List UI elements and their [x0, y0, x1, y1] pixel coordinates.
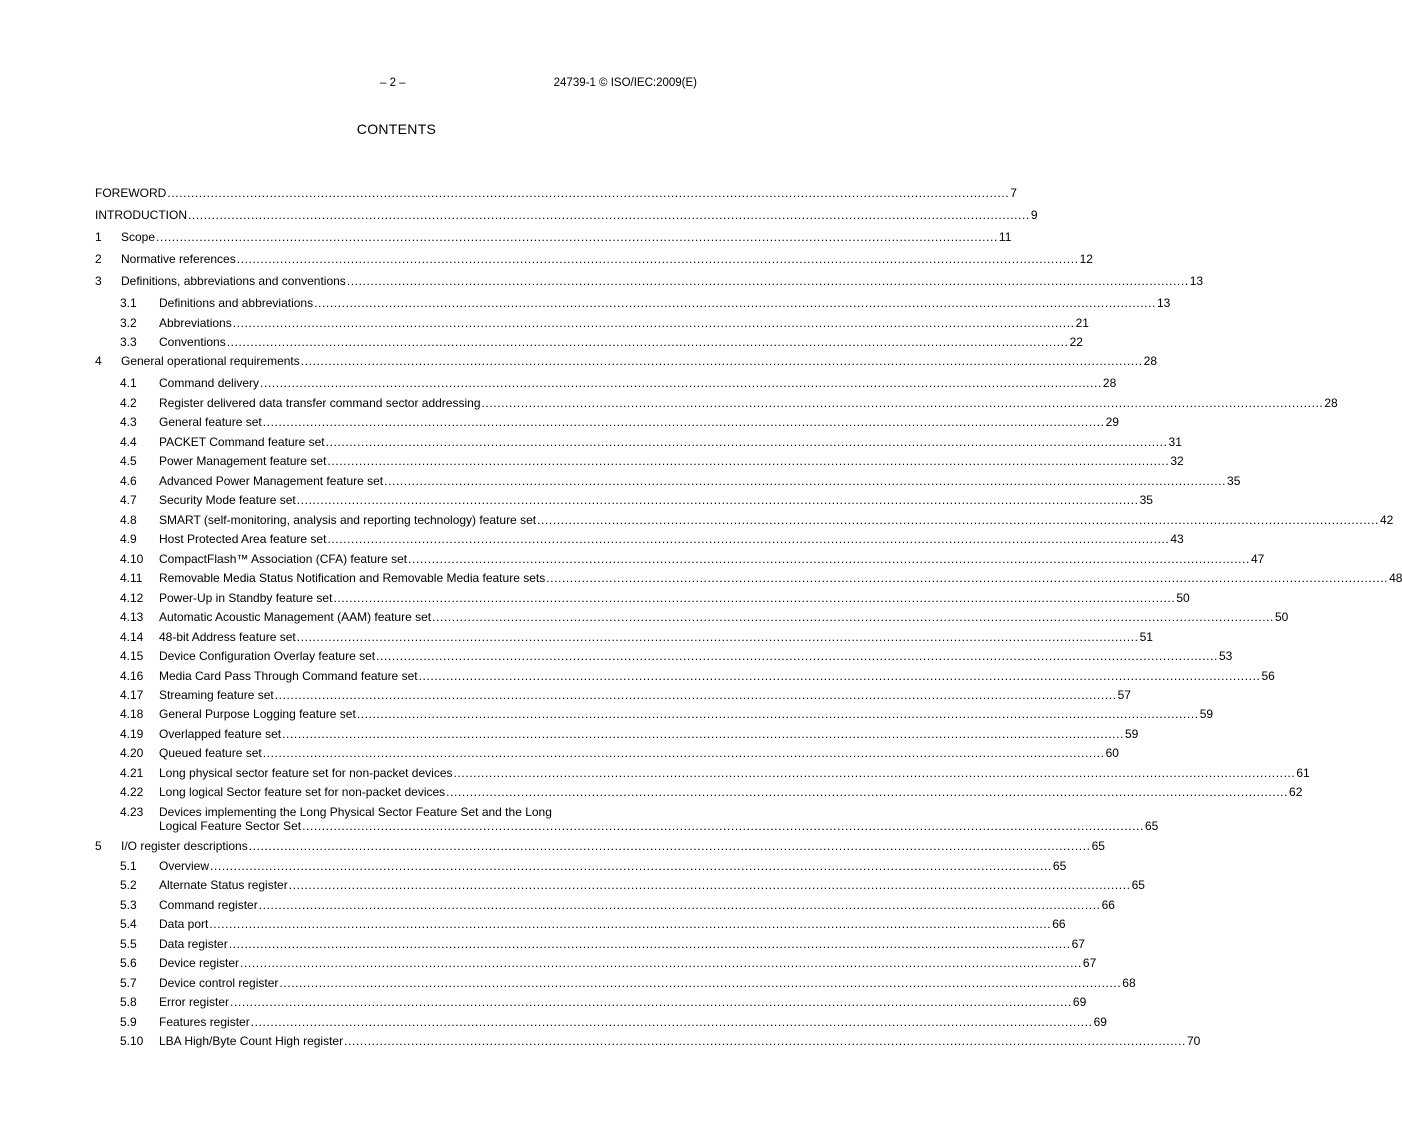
toc-entry-number: 4.16 — [120, 669, 144, 683]
dot-leader — [230, 995, 1072, 1009]
toc-entry-page: 66 — [1052, 917, 1066, 931]
toc-entry-number: 5.8 — [120, 995, 137, 1009]
dot-leader — [279, 976, 1121, 990]
toc-entry[interactable] — [95, 186, 1017, 200]
toc-entry-title: Removable Media Status Notification and Removable Media feature sets — [159, 571, 546, 585]
toc-entry-number: 4.12 — [120, 591, 144, 605]
toc-entry-title: Register delivered data transfer command sector addressing — [159, 396, 481, 410]
toc-entry-number: 4 — [95, 354, 102, 368]
dot-leader — [263, 746, 1105, 760]
toc-entry[interactable] — [95, 376, 1117, 390]
toc-entry-number: 3.1 — [120, 296, 137, 310]
toc-entry-page: 66 — [1101, 898, 1115, 912]
toc-entry[interactable] — [95, 435, 1182, 449]
dot-leader — [275, 688, 1117, 702]
toc-entry-title: Automatic Acoustic Management (AAM) feature set — [159, 610, 432, 624]
toc-entry-title: Logical Feature Sector Set — [159, 819, 302, 833]
toc-entry-page: 28 — [1143, 354, 1158, 368]
toc-entry-page: 13 — [1189, 274, 1204, 288]
toc-entry-page: 29 — [1105, 415, 1119, 429]
toc-entry-title: Data register — [159, 937, 228, 951]
toc-entry-page: 9 — [1030, 208, 1038, 222]
dot-leader — [209, 917, 1051, 931]
toc-entry-number: 4.17 — [120, 688, 144, 702]
toc-entry-title: General feature set — [159, 415, 262, 429]
toc-entry-number: 4.3 — [120, 415, 137, 429]
toc-entry-number: 4.21 — [120, 766, 144, 780]
toc-entry-title: General operational requirements — [121, 354, 300, 368]
toc-entry-title: Streaming feature set — [159, 688, 274, 702]
toc-entry-number: 5.5 — [120, 937, 137, 951]
toc-entry-number: 4.14 — [120, 630, 144, 644]
toc-entry-number: 4.13 — [120, 610, 144, 624]
toc-entry[interactable] — [95, 532, 1184, 546]
toc-entry[interactable] — [95, 859, 1067, 873]
toc-entry-number: 4.18 — [120, 707, 144, 721]
toc-entry-page: 50 — [1176, 591, 1190, 605]
dot-leader — [454, 766, 1296, 780]
toc-entry-page: 68 — [1122, 976, 1136, 990]
dot-leader — [156, 230, 998, 244]
toc-entry-page: 69 — [1072, 995, 1087, 1009]
toc-entry-number: 3.2 — [120, 316, 137, 330]
toc-entry[interactable] — [95, 513, 1394, 527]
toc-entry-body — [159, 805, 1158, 833]
dot-leader — [227, 335, 1069, 349]
toc-entry-number: 5.6 — [120, 956, 137, 970]
toc-entry-page: 32 — [1170, 454, 1184, 468]
toc-entry-title: Device Configuration Overlay feature set — [159, 649, 376, 663]
toc-entry[interactable] — [95, 208, 1038, 222]
dot-leader — [297, 493, 1139, 507]
toc-entry[interactable] — [95, 688, 1131, 702]
toc-entry[interactable] — [95, 493, 1153, 507]
toc-entry-number: 4.2 — [120, 396, 137, 410]
toc-entry-title: Definitions and abbreviations — [159, 296, 314, 310]
toc-entry-title: PACKET Command feature set — [159, 435, 325, 449]
toc-entry-title: Features register — [159, 1015, 250, 1029]
toc-entry-title: Overlapped feature set — [159, 727, 282, 741]
toc-entry-title: Long logical Sector feature set for non-packet devices — [159, 785, 446, 799]
toc-entry-number: 5.10 — [120, 1034, 144, 1048]
dot-leader — [326, 435, 1168, 449]
page-title: CONTENTS — [356, 121, 437, 137]
toc-entry-page: 35 — [1139, 493, 1153, 507]
toc-entry-number: 4.22 — [120, 785, 144, 799]
dot-leader — [233, 316, 1075, 330]
toc-entry-number: 4.4 — [120, 435, 137, 449]
dot-leader — [260, 376, 1102, 390]
toc-entry[interactable] — [95, 630, 1153, 644]
toc-entry[interactable] — [95, 571, 1402, 585]
toc-entry[interactable] — [95, 252, 1093, 266]
toc-entry[interactable] — [95, 976, 1136, 990]
toc-entry-number: 4.5 — [120, 454, 137, 468]
toc-entry-title: Host Protected Area feature set — [159, 532, 327, 546]
toc-entry-number: 5.7 — [120, 976, 137, 990]
dot-leader — [344, 1034, 1186, 1048]
dot-leader — [259, 898, 1101, 912]
toc-entry[interactable] — [95, 649, 1233, 663]
toc-entry[interactable] — [95, 839, 1105, 853]
toc-entry[interactable] — [95, 610, 1289, 624]
toc-entry[interactable] — [95, 937, 1085, 951]
toc-entry[interactable] — [95, 354, 1158, 368]
toc-entry[interactable] — [95, 230, 1012, 244]
toc-entry-page: 12 — [1079, 252, 1093, 266]
toc-entry-title: Conventions — [159, 335, 226, 349]
toc-entry[interactable] — [95, 415, 1119, 429]
toc-entry[interactable] — [95, 316, 1089, 330]
toc-entry[interactable] — [95, 335, 1083, 349]
dot-leader — [282, 727, 1124, 741]
page-number: – 2 – — [380, 77, 406, 89]
toc-entry[interactable] — [95, 727, 1139, 741]
toc-entry-title: General Purpose Logging feature set — [159, 707, 356, 721]
toc-entry-title: 48-bit Address feature set — [159, 630, 296, 644]
toc-entry-title: Data port — [159, 917, 209, 931]
toc-entry[interactable] — [95, 454, 1184, 468]
toc-entry-page: 7 — [1010, 186, 1017, 200]
toc-entry[interactable] — [95, 805, 1159, 833]
dot-leader — [347, 274, 1189, 288]
toc-entry[interactable] — [95, 669, 1275, 683]
dot-leader — [188, 208, 1030, 222]
toc-entry-page: 67 — [1082, 956, 1097, 970]
toc-entry-page: 50 — [1275, 610, 1289, 624]
toc-entry-number: 3.3 — [120, 335, 137, 349]
toc-entry-number: 5.1 — [120, 859, 137, 873]
toc-entry-title: Media Card Pass Through Command feature set — [159, 669, 418, 683]
toc-entry-title: Definitions, abbreviations and conventions — [121, 274, 346, 288]
toc-entry-number: 5.3 — [120, 898, 137, 912]
toc-entry-page: 69 — [1093, 1015, 1107, 1029]
toc-entry-number: 4.19 — [120, 727, 144, 741]
toc-entry-title: Alternate Status register — [159, 878, 288, 892]
toc-entry-page: 56 — [1261, 669, 1275, 683]
toc-entry-title: Overview — [159, 859, 210, 873]
dot-leader — [167, 186, 1009, 200]
toc-entry-title: Queued feature set — [159, 746, 262, 760]
toc-entry-title: Devices implementing the Long Physical Sector Feature Set and the Long — [159, 805, 552, 819]
toc-entry-page: 65 — [1052, 859, 1067, 873]
toc-entry[interactable] — [95, 474, 1241, 488]
toc-entry-number: 4.6 — [120, 474, 137, 488]
toc-entry-page: 65 — [1144, 819, 1159, 833]
toc-entry-page: 57 — [1117, 688, 1131, 702]
toc-entry-number: 4.1 — [120, 376, 137, 390]
dot-leader — [546, 571, 1388, 585]
dot-leader — [251, 1015, 1093, 1029]
toc-entry-title: CompactFlash™ Association (CFA) feature set — [159, 552, 408, 566]
page-header — [0, 77, 793, 93]
toc-entry-page: 28 — [1324, 396, 1338, 410]
dot-leader — [376, 649, 1218, 663]
toc-entry[interactable] — [95, 274, 1204, 288]
toc-entry-page: 59 — [1124, 727, 1139, 741]
toc-entry-title: I/O register descriptions — [121, 839, 248, 853]
toc-entry-page: 21 — [1075, 316, 1089, 330]
toc-entry-page: 11 — [998, 230, 1012, 244]
toc-entry[interactable] — [95, 1015, 1107, 1029]
dot-leader — [419, 669, 1261, 683]
toc-entry-page: 62 — [1289, 785, 1303, 799]
toc-entry[interactable] — [95, 766, 1310, 780]
dot-leader — [289, 878, 1131, 892]
toc-entry[interactable] — [95, 552, 1265, 566]
toc-entry-title: Power Management feature set — [159, 454, 327, 468]
toc-entry-number: 4.11 — [120, 571, 143, 585]
dot-leader — [327, 454, 1169, 468]
toc-entry-page: 31 — [1168, 435, 1182, 449]
toc-entry[interactable] — [95, 785, 1303, 799]
toc-entry-number: 4.7 — [120, 493, 137, 507]
dot-leader — [384, 474, 1226, 488]
toc-entry[interactable] — [95, 956, 1097, 970]
toc-entry-number: 5.9 — [120, 1015, 137, 1029]
toc-entry-page: 61 — [1296, 766, 1310, 780]
dot-leader — [446, 785, 1288, 799]
toc-entry-title: FOREWORD — [95, 186, 167, 200]
toc-entry[interactable] — [95, 396, 1338, 410]
toc-entry-number: 1 — [95, 230, 102, 244]
dot-leader — [408, 552, 1250, 566]
dot-leader — [263, 415, 1105, 429]
toc-entry-page: 67 — [1071, 937, 1085, 951]
dot-leader — [537, 513, 1379, 527]
toc-entry[interactable] — [95, 746, 1119, 760]
dot-leader — [237, 252, 1079, 266]
dot-leader — [297, 630, 1139, 644]
toc-entry-page: 47 — [1250, 552, 1265, 566]
toc-entry-page: 59 — [1199, 707, 1214, 721]
toc-entry[interactable] — [95, 995, 1087, 1009]
toc-entry-title: Security Mode feature set — [159, 493, 296, 507]
dot-leader — [229, 937, 1071, 951]
toc-entry-number: 4.10 — [120, 552, 144, 566]
toc-entry-title: Scope — [121, 230, 156, 244]
toc-entry-page: 42 — [1379, 513, 1394, 527]
dot-leader — [333, 591, 1175, 605]
toc-entry[interactable] — [95, 898, 1115, 912]
toc-entry-number: 4.15 — [120, 649, 144, 663]
dot-leader — [249, 839, 1091, 853]
toc-entry-number: 2 — [95, 252, 102, 266]
toc-entry-title: Power-Up in Standby feature set — [159, 591, 333, 605]
toc-entry-title: Command register — [159, 898, 258, 912]
dot-leader — [240, 956, 1082, 970]
toc-entry-title: Long physical sector feature set for non-packet devices — [159, 766, 453, 780]
toc-entry-title: INTRODUCTION — [95, 208, 187, 222]
dot-leader — [302, 819, 1144, 833]
toc-entry[interactable] — [95, 591, 1190, 605]
dot-leader — [327, 532, 1169, 546]
toc-entry-title: Error register — [159, 995, 230, 1009]
toc-entry-number: 3 — [95, 274, 102, 288]
toc-entry-title: Abbreviations — [159, 316, 232, 330]
toc-entry-page: 53 — [1218, 649, 1233, 663]
toc-entry-title: Advanced Power Management feature set — [159, 474, 384, 488]
toc-entry-number: 5.4 — [120, 917, 137, 931]
toc-entry-page: 65 — [1131, 878, 1145, 892]
toc-entry-page: 51 — [1139, 630, 1153, 644]
toc-entry[interactable] — [95, 878, 1145, 892]
toc-entry-number: 5 — [95, 839, 102, 853]
toc-entry-page: 35 — [1227, 474, 1241, 488]
toc-entry-title: Device register — [159, 956, 240, 970]
toc-entry-page: 28 — [1102, 376, 1117, 390]
toc-entry-page: 43 — [1170, 532, 1184, 546]
toc-entry-page: 70 — [1186, 1034, 1201, 1048]
toc-entry-page: 13 — [1156, 296, 1171, 310]
toc-entry[interactable] — [95, 1034, 1201, 1048]
toc-entry-title: Command delivery — [159, 376, 260, 390]
dot-leader — [357, 707, 1199, 721]
toc-entry-number: 4.23 — [120, 805, 144, 819]
toc-entry-number: 4.20 — [120, 746, 144, 760]
toc-entry[interactable] — [95, 707, 1214, 721]
dot-leader — [432, 610, 1274, 624]
toc-entry-page: 60 — [1105, 746, 1119, 760]
toc-entry-title: SMART (self-monitoring, analysis and reporting technology) feature set — [159, 513, 537, 527]
dot-leader — [314, 296, 1156, 310]
dot-leader — [210, 859, 1052, 873]
toc-entry-number: 5.2 — [120, 878, 137, 892]
toc-entry[interactable] — [95, 917, 1066, 931]
toc-entry[interactable] — [95, 296, 1171, 310]
toc-entry-title: LBA High/Byte Count High register — [159, 1034, 344, 1048]
standard-reference: 24739-1 © ISO/IEC:2009(E) — [553, 77, 697, 89]
toc-entry-number: 4.9 — [120, 532, 137, 546]
toc-entry-number: 4.8 — [120, 513, 137, 527]
toc-entry-page: 48 — [1389, 571, 1402, 585]
dot-leader — [301, 354, 1143, 368]
toc-entry-title: Normative references — [121, 252, 236, 266]
toc-entry-page: 22 — [1069, 335, 1083, 349]
toc-entry-title: Device control register — [159, 976, 279, 990]
toc-entry-page: 65 — [1091, 839, 1105, 853]
dot-leader — [482, 396, 1324, 410]
